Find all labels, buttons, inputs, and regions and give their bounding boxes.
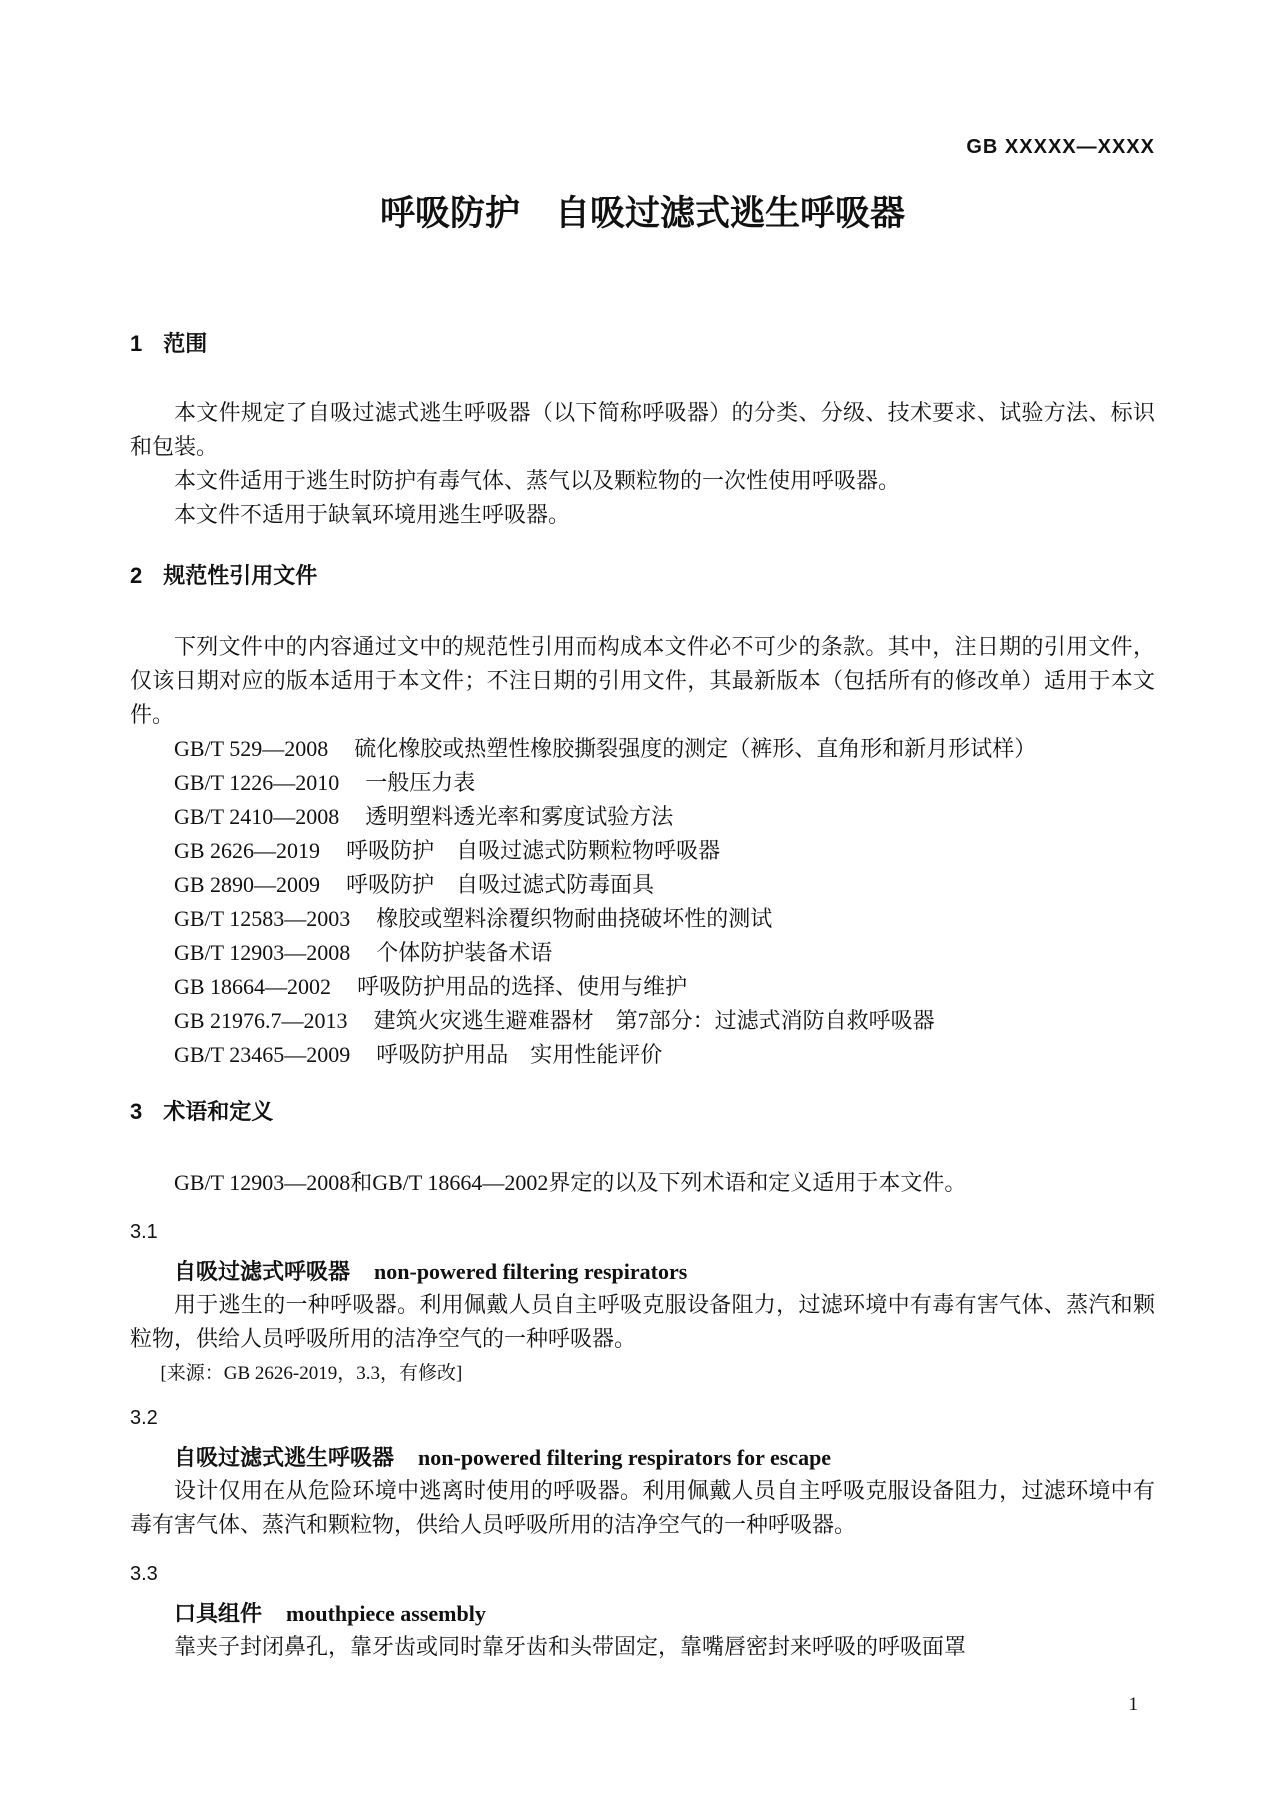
section-number: 1: [130, 331, 143, 356]
term-definition: 设计仅用在从危险环境中逃离时使用的呼吸器。利用佩戴人员自主呼吸克服设备阻力，过滤环境中有毒有害气体、蒸汽和颗粒物，供给人员呼吸所用的洁净空气的一种呼吸器。: [130, 1478, 1155, 1537]
section-normative-references: [130, 564, 1155, 1072]
reference-code: GB 21976.7—2013: [174, 1008, 348, 1033]
section-heading-text: 规范性引用文件: [163, 563, 318, 588]
term-name-en: mouthpiece assembly: [286, 1601, 486, 1626]
terms-intro: GB/T 12903—2008和GB/T 18664—2002界定的以及下列术语和定义适用于本文件。: [174, 1170, 967, 1195]
term-entry: [130, 1406, 1155, 1542]
reference-title: 橡胶或塑料涂覆织物耐曲挠破坏性的测试: [376, 906, 773, 931]
term-entry: [130, 1562, 1155, 1664]
reference-item: [130, 868, 1155, 902]
section-heading-scope: [130, 332, 1155, 356]
reference-item: [130, 834, 1155, 868]
term-definition: 用于逃生的一种呼吸器。利用佩戴人员自主呼吸克服设备阻力，过滤环境中有毒有害气体、蒸汽和颗粒物，供给人员呼吸所用的洁净空气的一种呼吸器。: [130, 1292, 1155, 1351]
term-name: [130, 1602, 1155, 1626]
term-name-en: non-powered filtering respirators: [374, 1259, 688, 1284]
reference-item: [130, 1038, 1155, 1072]
reference-item: [130, 970, 1155, 1004]
term-number: 3.2: [130, 1407, 158, 1429]
document-title: 呼吸防护 自吸过滤式逃生呼吸器: [379, 194, 905, 233]
reference-item: [130, 1004, 1155, 1038]
term-name-zh: 自吸过滤式逃生呼吸器: [174, 1445, 395, 1470]
section-heading-terms: [130, 1100, 1155, 1124]
reference-title: 硫化橡胶或热塑性橡胶撕裂强度的测定（裤形、直角形和新月形试样）: [354, 736, 1037, 761]
term-number: 3.3: [130, 1563, 158, 1585]
term-name-zh: 口具组件: [174, 1601, 263, 1626]
scope-paragraph: 本文件适用于逃生时防护有毒气体、蒸气以及颗粒物的一次性使用呼吸器。: [174, 468, 901, 493]
reference-title: 一般压力表: [365, 770, 476, 795]
reference-item: [130, 800, 1155, 834]
reference-title: 透明塑料透光率和雾度试验方法: [365, 804, 674, 829]
reference-title: 呼吸防护 自吸过滤式防颗粒物呼吸器: [346, 838, 721, 863]
reference-code: GB/T 12583—2003: [174, 906, 351, 931]
references-intro: 下列文件中的内容通过文中的规范性引用而构成本文件必不可少的条款。其中，注日期的引用文件，仅该日期对应的版本适用于本文件；不注日期的引用文件，其最新版本（包括所有的修改单）适用于本文件。: [130, 634, 1155, 727]
term-name-zh: 自吸过滤式呼吸器: [174, 1259, 351, 1284]
term-number: 3.1: [130, 1221, 158, 1243]
scope-paragraph: 本文件规定了自吸过滤式逃生呼吸器（以下简称呼吸器）的分类、分级、技术要求、试验方法、标识和包装。: [130, 400, 1155, 459]
reference-code: GB 2890—2009: [174, 872, 321, 897]
standard-code: GB XXXXX—XXXX: [966, 136, 1155, 158]
reference-item: [130, 902, 1155, 936]
page-number: 1: [1128, 1694, 1138, 1715]
reference-title: 建筑火灾逃生避难器材 第7部分：过滤式消防自救呼吸器: [373, 1008, 935, 1033]
reference-item: [130, 766, 1155, 800]
reference-code: GB/T 529—2008: [174, 736, 329, 761]
term-name-en: non-powered filtering respirators for escape: [418, 1445, 832, 1470]
reference-code: GB/T 23465—2009: [174, 1042, 351, 1067]
term-entry: [130, 1220, 1155, 1386]
term-name: [130, 1446, 1155, 1470]
section-number: 2: [130, 563, 143, 588]
section-terms-and-definitions: [130, 1100, 1155, 1664]
reference-code: GB/T 12903—2008: [174, 940, 351, 965]
section-scope: [130, 332, 1155, 532]
reference-code: GB/T 1226—2010: [174, 770, 340, 795]
reference-title: 呼吸防护 自吸过滤式防毒面具: [346, 872, 655, 897]
section-number: 3: [130, 1099, 143, 1124]
term-source: [来源：GB 2626-2019，3.3，有修改]: [160, 1363, 463, 1384]
term-name: [130, 1260, 1155, 1284]
reference-title: 个体防护装备术语: [376, 940, 553, 965]
section-heading-text: 范围: [163, 331, 208, 356]
term-definition: 靠夹子封闭鼻孔，靠牙齿或同时靠牙齿和头带固定，靠嘴唇密封来呼吸的呼吸面罩: [174, 1634, 967, 1659]
section-heading-references: [130, 564, 1155, 588]
scope-paragraph: 本文件不适用于缺氧环境用逃生呼吸器。: [174, 502, 571, 527]
reference-title: 呼吸防护用品 实用性能评价: [376, 1042, 663, 1067]
reference-title: 呼吸防护用品的选择、使用与维护: [357, 974, 688, 999]
reference-code: GB/T 2410—2008: [174, 804, 340, 829]
section-heading-text: 术语和定义: [163, 1099, 274, 1124]
reference-item: [130, 936, 1155, 970]
reference-code: GB 2626—2019: [174, 838, 321, 863]
reference-code: GB 18664—2002: [174, 974, 332, 999]
reference-item: [130, 732, 1155, 766]
